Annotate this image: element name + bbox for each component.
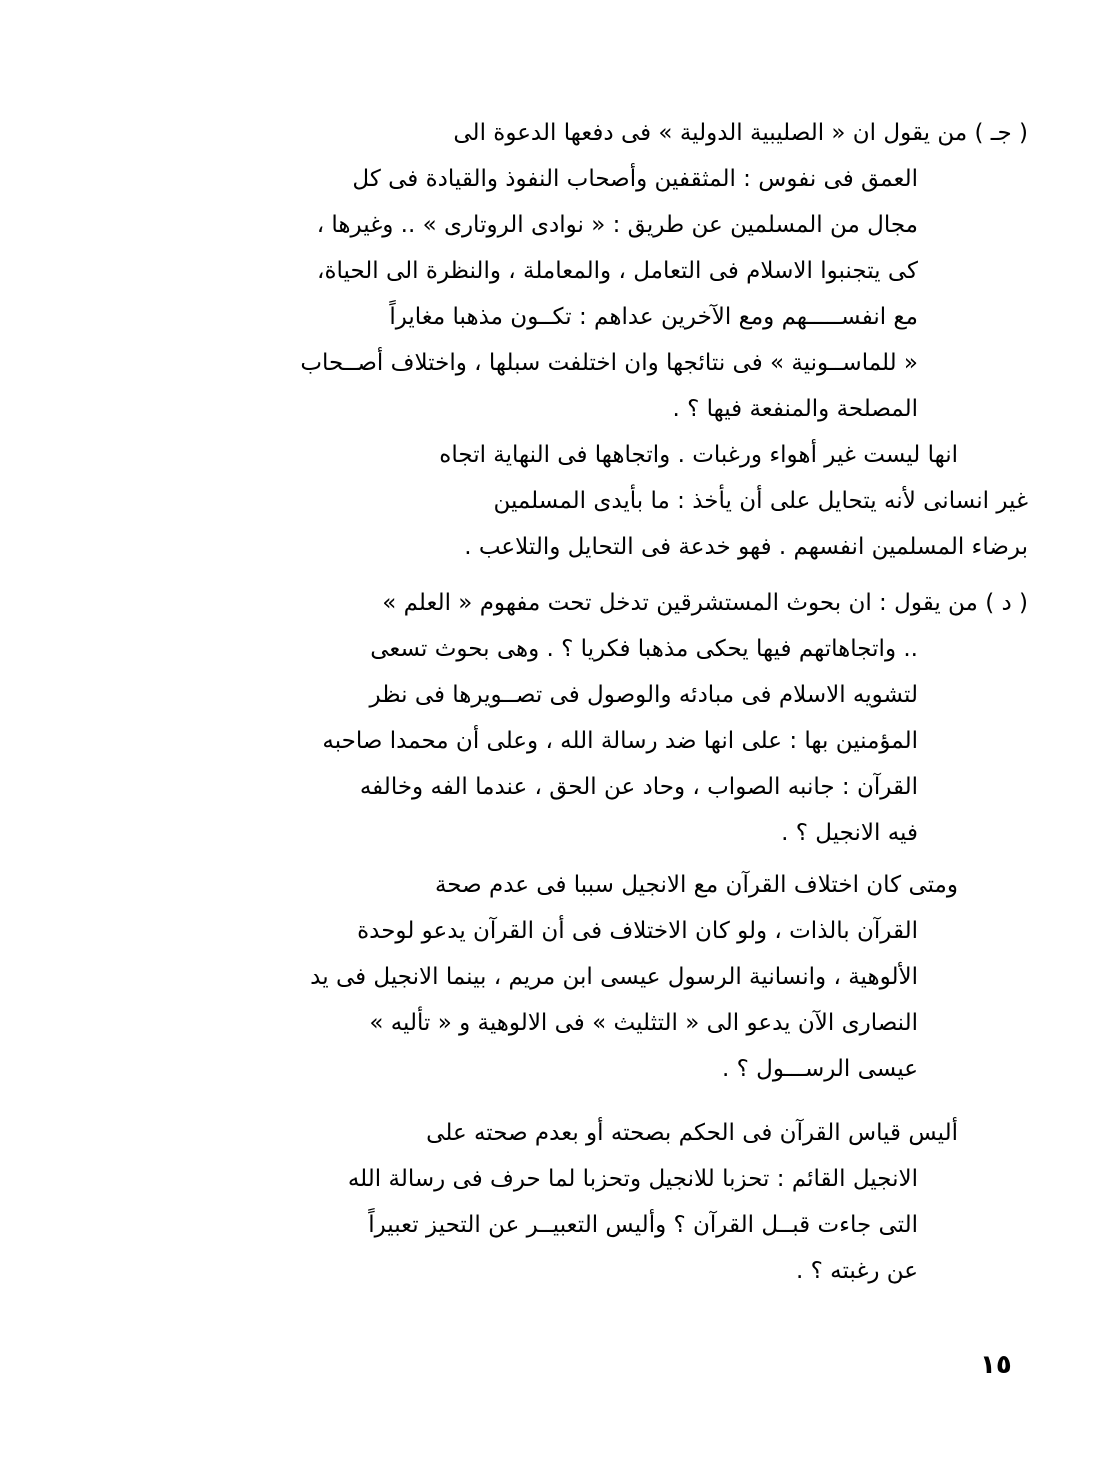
text-line: غير انسانى لأنه يتحايل على أن يأخذ : ما بأيدى المسلمين: [493, 488, 1028, 514]
text-line: ومتى كان اختلاف القرآن مع الانجيل سببا فى عدم صحة: [434, 872, 958, 898]
text-line: أليس قياس القرآن فى الحكم بصحته أو بعدم صحته على: [426, 1120, 958, 1146]
text-line: ( د ) من يقول : ان بحوث المستشرقين تدخل تحت مفهوم « العلم »: [382, 590, 1028, 616]
text-line: .. واتجاهاتهم فيها يحكى مذهبا فكريا ؟ . وهى بحوث تسعى: [370, 636, 918, 662]
text-line: القرآن بالذات ، ولو كان الاختلاف فى أن القرآن يدعو لوحدة: [357, 918, 918, 944]
text-line: مع انفســـــهم ومع الآخرين عداهم : تكــون مذهبا مغايراً: [389, 304, 918, 330]
paragraph-closing: [78, 1110, 1028, 1294]
text-line: انها ليست غير أهواء ورغبات . واتجاهها فى النهاية اتجاه: [439, 442, 958, 468]
text-line: « للماســونية » فى نتائجها وان اختلفت سبلها ، واختلاف أصــحاب: [300, 350, 918, 376]
text-line: القرآن : جانبه الصواب ، وحاد عن الحق ، عندما الفه وخالفه: [359, 774, 918, 800]
text-line: ( جـ ) من يقول ان « الصليبية الدولية » فى دفعها الدعوة الى: [453, 120, 1028, 146]
text-line: برضاء المسلمين انفسهم . فهو خدعة فى التحايل والتلاعب .: [464, 534, 1028, 560]
paragraph-d: [78, 580, 1028, 856]
text-line: كى يتجنبوا الاسلام فى التعامل ، والمعاملة ، والنظرة الى الحياة،: [317, 258, 918, 284]
text-line: التى جاءت قبــل القرآن ؟ وأليس التعبيــر عن التحيز تعبيراً: [368, 1212, 918, 1238]
text-line: الانجيل القائم : تحزبا للانجيل وتحزبا لما حرف فى رسالة الله: [347, 1166, 918, 1192]
text-line: المصلحة والمنفعة فيها ؟ .: [672, 396, 918, 422]
paragraph-c-commentary: [78, 432, 1028, 570]
text-line: الألوهية ، وانسانية الرسول عيسى ابن مريم ، بينما الانجيل فى يد: [310, 964, 918, 990]
text-line: عن رغبته ؟ .: [795, 1258, 918, 1284]
text-line: عيسى الرســـول ؟ .: [722, 1056, 918, 1082]
text-line: لتشويه الاسلام فى مبادئه والوصول فى تصــويرها فى نظر: [369, 682, 918, 708]
text-line: النصارى الآن يدعو الى « التثليث » فى الالوهية و « تأليه »: [369, 1010, 918, 1036]
text-line: العمق فى نفوس : المثقفين وأصحاب النفوذ والقيادة فى كل: [352, 166, 918, 192]
page-number: ١٥: [980, 1350, 1012, 1380]
text-line: المؤمنين بها : على انها ضد رسالة الله ، وعلى أن محمدا صاحبه: [322, 728, 918, 754]
paragraph-c: [78, 110, 1028, 432]
text-line: مجال من المسلمين عن طريق : « نوادى الروتارى » .. وغيرها ،: [316, 212, 918, 238]
paragraph-d-commentary: [78, 862, 1028, 1092]
text-line: فيه الانجيل ؟ .: [781, 820, 918, 846]
